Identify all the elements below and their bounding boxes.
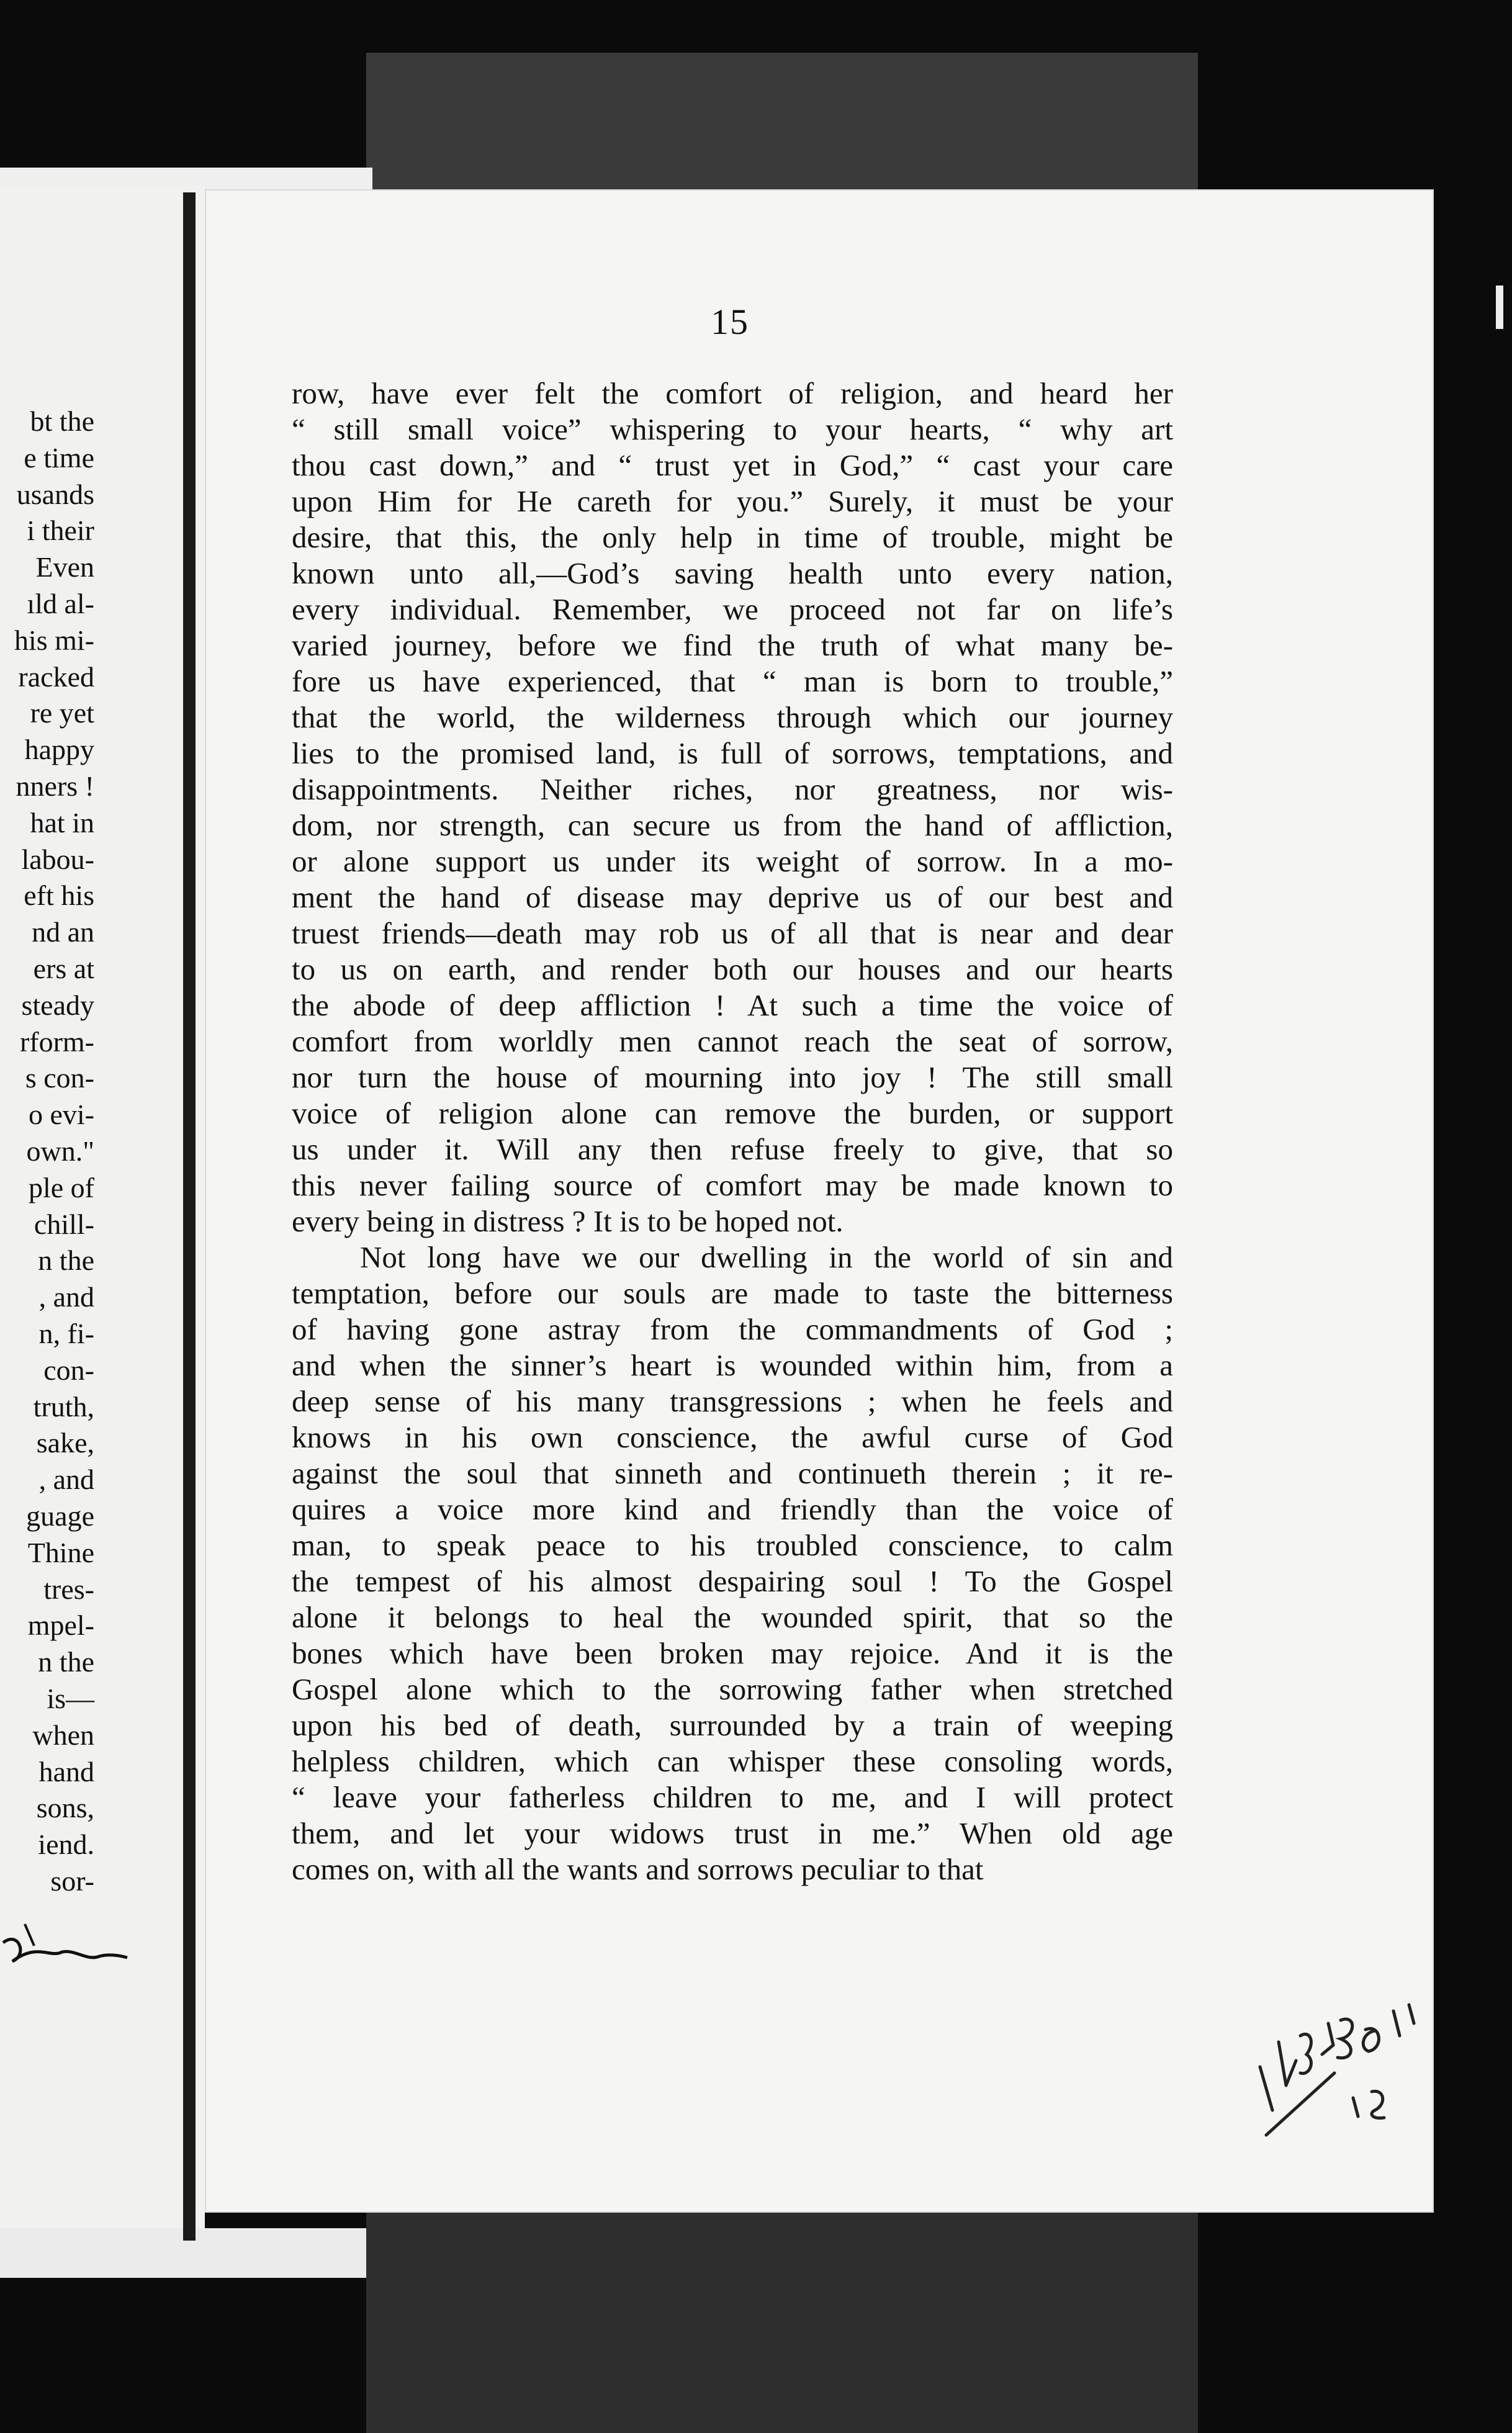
left-page-fragment: i their [27,515,94,547]
text-line: “ leave your fatherless children to me, and I will protect [292,1780,1173,1814]
edge-mark [1496,286,1503,329]
text-line: that the world, the wilderness through which our journey [292,700,1173,734]
left-page-fragment: re yet [30,697,94,729]
left-page-fragment: is— [47,1683,94,1714]
left-page-fragment: n the [38,1646,94,1678]
left-page-fragment: Even [35,551,94,583]
text-line: this never failing source of comfort may be made known to [292,1168,1173,1202]
right-page [205,189,1434,2213]
left-page-fragment: ıld al- [27,588,94,619]
left-page-fragment: steady [21,989,94,1021]
left-page-fragment: hand [38,1755,94,1788]
text-line: Not long have we our dwelling in the world of sin and [360,1240,1173,1274]
text-line: quires a voice more kind and friendly than the voice of [292,1492,1173,1526]
left-page-fragment: ple of [28,1171,94,1203]
left-page-fragment: bt the [30,405,94,437]
left-page-fragment: con- [43,1354,94,1386]
text-line: nor turn the house of mourning into joy ! The still small [292,1060,1173,1094]
left-page-fragment: chill- [34,1208,94,1240]
left-page-fragment: his mi- [14,624,94,656]
text-line: known unto all,—God’s saving health unto every nation, [292,556,1173,590]
left-page-fragment: , and [38,1464,94,1496]
body-text [292,376,1173,1887]
text-line: upon his bed of death, surrounded by a train of weeping [292,1708,1173,1742]
left-page-fragment: happy [24,734,94,766]
text-line: thou cast down,” and “ trust yet in God,” “ cast your care [292,448,1173,482]
text-line: helpless children, which can whisper these consoling words, [292,1744,1173,1778]
text-line: the abode of deep affliction ! At such a time the voice of [292,988,1173,1022]
text-line: dom, nor strength, can secure us from the hand of affliction, [292,808,1173,842]
text-line: voice of religion alone can remove the burden, or support [292,1096,1173,1130]
text-line: them, and let your widows trust in me.” When old age [292,1816,1173,1850]
left-page-fragment: rform- [19,1025,94,1058]
left-page-fragment: sake, [36,1427,94,1459]
text-line: and when the sinner’s heart is wounded within him, from a [292,1348,1173,1382]
text-line: bones which have been broken may rejoice. And it is the [292,1636,1173,1670]
text-line: desire, that this, the only help in time of trouble, might be [292,520,1173,554]
text-line: upon Him for He careth for you.” Surely, it must be your [292,484,1173,518]
left-page-fragment: sons, [36,1792,94,1824]
text-line: knows in his own conscience, the awful curse of God [292,1420,1173,1454]
left-page-fragment: truth, [33,1390,94,1423]
text-line: every individual. Remember, we proceed not far on life’s [292,592,1173,626]
handwritten-signature [0,1918,130,1986]
text-line: against the soul that sinneth and continueth therein ; it re- [292,1456,1173,1490]
left-page-fragment: , and [38,1281,94,1313]
text-line: or alone support us under its weight of sorrow. In a mo- [292,844,1173,878]
left-page-fragment: sor- [50,1865,94,1897]
text-line: deep sense of his many transgressions ; when he feels and [292,1384,1173,1418]
text-line: row, have ever felt the comfort of religion, and heard her [292,376,1173,410]
text-line: of having gone astray from the commandments of God ; [292,1312,1173,1346]
left-page-fragment: racked [18,660,94,693]
text-line: comfort from worldly men cannot reach the seat of sorrow, [292,1024,1173,1058]
left-page-fragment: iend. [38,1828,94,1861]
text-line: Gospel alone which to the sorrowing father when stretched [292,1672,1173,1706]
text-line: temptation, before our souls are made to taste the bitterness [292,1276,1173,1310]
text-line: to us on earth, and render both our houses and our hearts [292,952,1173,986]
left-page-fragment: own." [26,1135,94,1167]
text-line: varied journey, before we find the truth of what many be- [292,628,1173,662]
left-page-fragment: nners ! [16,770,94,802]
text-line: man, to speak peace to his troubled conscience, to calm [292,1528,1173,1562]
text-line: disappointments. Neither riches, nor greatness, nor wis- [292,772,1173,806]
handwritten-pencil-note [1248,1986,1459,2147]
text-line: fore us have experienced, that “ man is born to trouble,” [292,664,1173,698]
text-line: truest friends—death may rob us of all that is near and dear [292,916,1173,950]
text-line: “ still small voice” whispering to your hearts, “ why art [292,412,1173,446]
page-number: 15 [711,302,749,342]
left-page-fragment: s con- [25,1062,94,1094]
left-page-fragment: o evi- [28,1099,94,1131]
text-line: alone it belongs to heal the wounded spirit, that so the [292,1600,1173,1634]
left-page-fragment: usands [16,478,94,510]
left-page-fragment: ers at [33,953,94,984]
text-line: us under it. Will any then refuse freely to give, that so [292,1132,1173,1166]
text-line: lies to the promised land, is full of sorrows, temptations, and [292,736,1173,770]
left-page-fragment: labou- [21,843,94,875]
text-line: every being in distress ? It is to be hoped not. [292,1204,844,1238]
left-page-fragment: n the [38,1244,94,1277]
left-page-fragment: Thine [27,1536,94,1568]
left-page-fragment: hat in [30,806,94,839]
text-line: the tempest of his almost despairing soul ! To the Gospel [292,1564,1173,1598]
left-page-fragment: when [32,1719,94,1751]
film-band-bottom [366,2197,1198,2433]
text-line: ment the hand of disease may deprive us of our best and [292,880,1173,914]
left-page-fragment: e time [24,441,94,474]
left-page-fragment: eft his [24,879,94,912]
page-gutter [183,192,196,2241]
left-page-fragment: mpel- [27,1609,94,1642]
left-page-fragment: n, fi- [38,1318,94,1349]
left-page-fragment: nd an [32,916,94,948]
left-page-fragment: guage [26,1500,94,1532]
left-page-fragment: tres- [43,1573,94,1605]
text-line: comes on, with all the wants and sorrows peculiar to that [292,1852,984,1886]
